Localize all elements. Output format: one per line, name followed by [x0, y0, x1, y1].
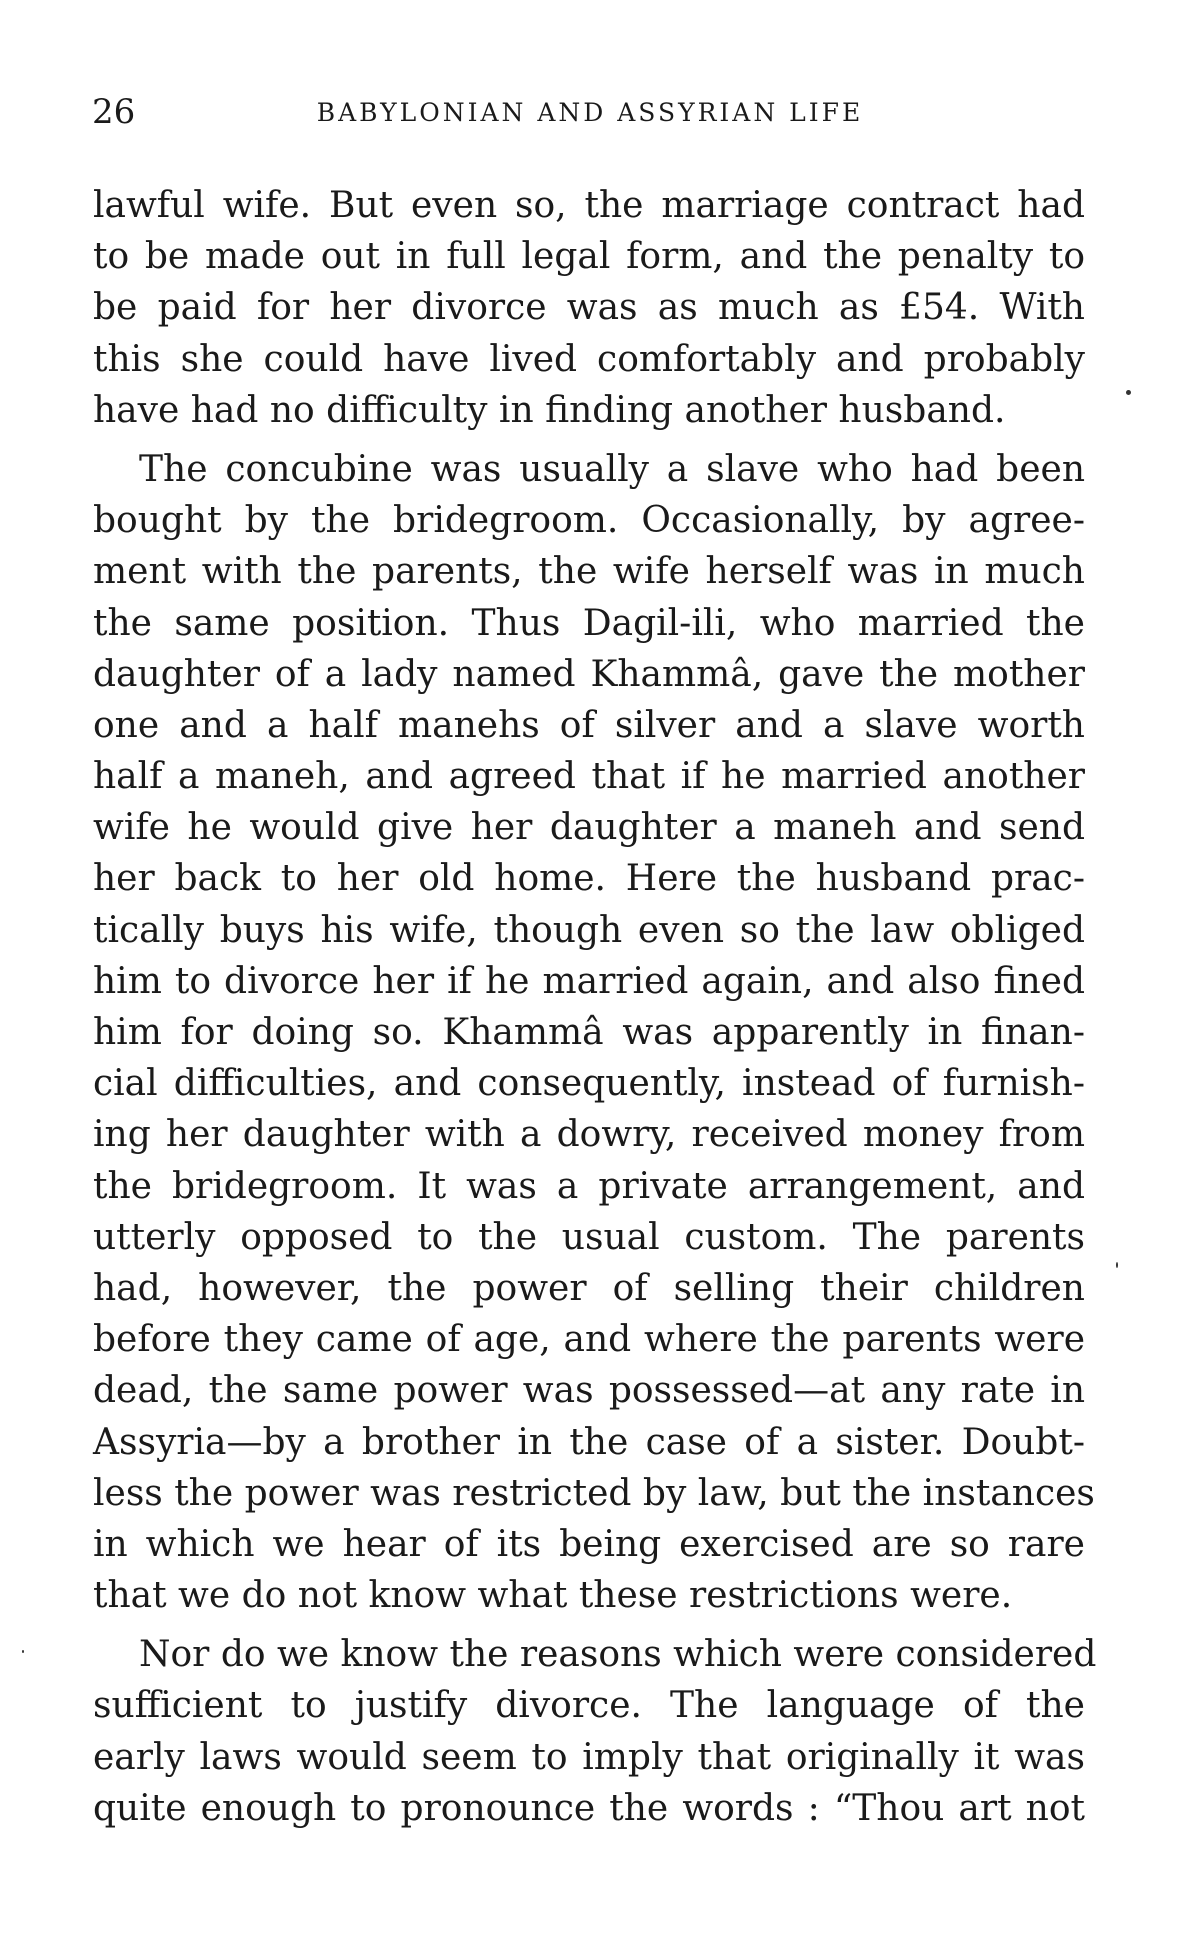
text-line: him to divorce her if he married again, and also fined	[93, 960, 1085, 1002]
page-header	[92, 92, 1088, 142]
text-line: early laws would seem to imply that originally it was	[93, 1736, 1085, 1778]
text-line: this she could have lived comfortably and probably	[93, 338, 1085, 380]
text-line: quite enough to pronounce the words : “Thou art not	[93, 1787, 1085, 1829]
text-line: to be made out in full legal form, and the penalty to	[93, 236, 1085, 278]
text-line: Nor do we know the reasons which were considered	[139, 1634, 1097, 1676]
text-line: the bridegroom. It was a private arrangement, and	[93, 1165, 1085, 1207]
text-line: sufficient to justify divorce. The language of the	[93, 1685, 1085, 1727]
text-line: in which we hear of its being exercised are so rare	[93, 1523, 1085, 1565]
paragraph-3	[93, 1629, 1097, 1834]
text-line: tically buys his wife, though even so the law obliged	[93, 909, 1085, 951]
text-line: that we do not know what these restrictions were.	[93, 1575, 1013, 1617]
text-line: half a maneh, and agreed that if he married another	[93, 756, 1085, 798]
text-line: had, however, the power of selling their children	[93, 1267, 1085, 1309]
print-speck	[1116, 1262, 1118, 1268]
text-line: be paid for her divorce was as much as £54. With	[93, 287, 1085, 329]
text-line: less the power was restricted by law, but the instances	[93, 1472, 1095, 1514]
text-line: cial difficulties, and consequently, instead of furnish-	[93, 1063, 1085, 1105]
paragraph-1	[93, 180, 1085, 436]
text-line: ing her daughter with a dowry, received money from	[93, 1114, 1085, 1156]
text-line: one and a half manehs of silver and a slave worth	[93, 704, 1085, 746]
text-line: ment with the parents, the wife herself was in much	[93, 551, 1085, 593]
paragraph-2	[93, 444, 1095, 1621]
text-line: utterly opposed to the usual custom. The parents	[93, 1216, 1085, 1258]
text-line: her back to her old home. Here the husband prac-	[93, 858, 1085, 900]
print-speck	[1126, 390, 1131, 395]
text-line: dead, the same power was possessed—at any rate in	[93, 1370, 1085, 1412]
text-line: wife he would give her daughter a maneh and send	[93, 807, 1085, 849]
text-line: The concubine was usually a slave who had been	[139, 448, 1085, 490]
text-line: him for doing so. Khammâ was apparently in finan-	[93, 1012, 1085, 1053]
page-number: 26	[92, 92, 136, 132]
text-line: lawful wife. But even so, the marriage contract had	[93, 185, 1085, 226]
text-line: bought by the bridegroom. Occasionally, by agree-	[93, 500, 1085, 542]
running-title: BABYLONIAN AND ASSYRIAN LIFE	[316, 98, 864, 127]
text-line: before they came of age, and where the parents were	[93, 1319, 1085, 1361]
print-speck	[22, 1650, 24, 1653]
text-line: the same position. Thus Dagil-ili, who married the	[93, 602, 1085, 644]
body-text	[93, 180, 1097, 1834]
text-line: Assyria—by a brother in the case of a sister. Doubt-	[93, 1421, 1085, 1463]
text-line: daughter of a lady named Khammâ, gave the mother	[93, 653, 1085, 695]
text-line: have had no difficulty in finding another husband.	[93, 389, 1006, 431]
